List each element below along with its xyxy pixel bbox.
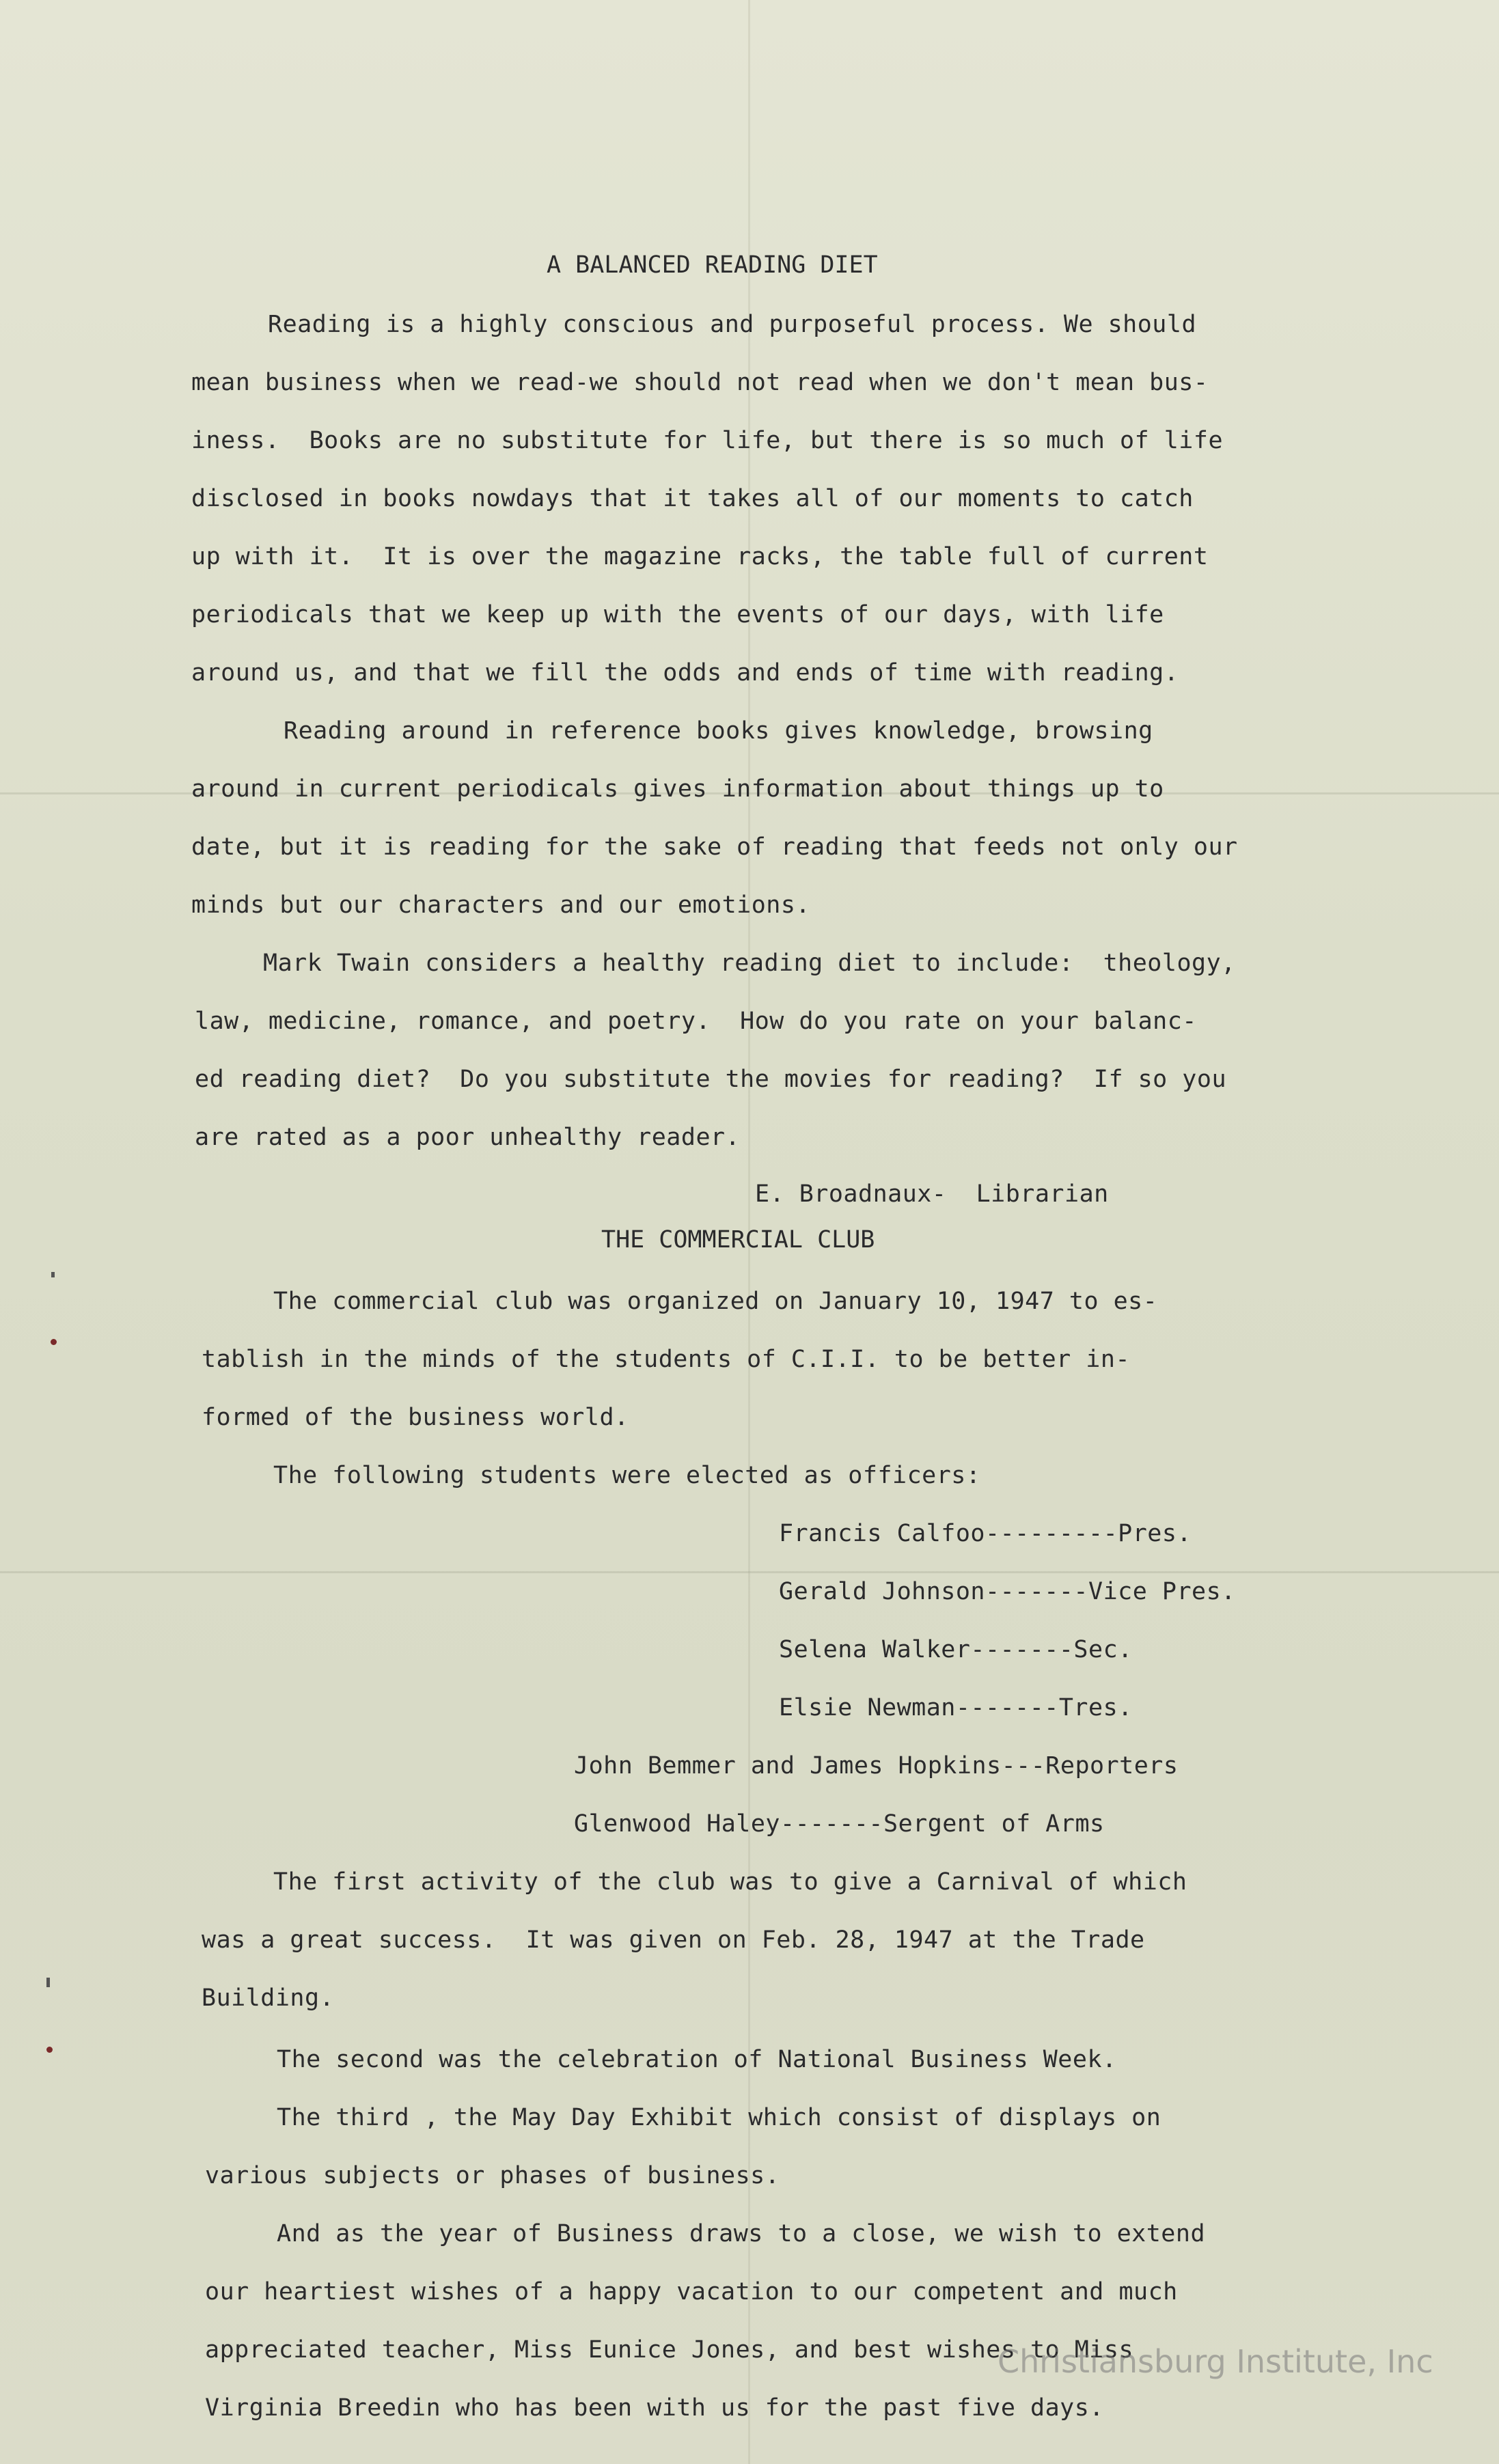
paragraph-line: around us, and that we fill the odds and ends of time with reading. <box>191 659 1179 687</box>
officer-line: John Bemmer and James Hopkins---Reporters <box>574 1752 1179 1780</box>
paragraph-line: around in current periodicals gives information about things up to <box>191 775 1164 803</box>
paragraph-line: up with it. It is over the magazine racks, the table full of current <box>191 543 1209 570</box>
paragraph-line: law, medicine, romance, and poetry. How do you rate on your balanc- <box>195 1008 1197 1035</box>
paragraph-line: are rated as a poor unhealthy reader. <box>195 1124 741 1151</box>
paragraph-line: The commercial club was organized on January 10, 1947 to es- <box>273 1288 1158 1315</box>
paragraph-line: And as the year of Business draws to a close, we wish to extend <box>277 2220 1206 2247</box>
paragraph-line: Mark Twain considers a healthy reading diet to include: theology, <box>263 950 1236 977</box>
officer-line: Gerald Johnson-------Vice Pres. <box>779 1578 1236 1605</box>
paragraph-line: various subjects or phases of business. <box>205 2162 780 2189</box>
paragraph-line: The first activity of the club was to give a Carnival of which <box>273 1868 1187 1896</box>
signature: E. Broadnaux- Librarian <box>755 1180 1109 1208</box>
paragraph-line: The following students were elected as officers: <box>273 1462 981 1489</box>
paragraph-line: Reading around in reference books gives knowledge, browsing <box>284 717 1153 745</box>
officer-line: Francis Calfoo---------Pres. <box>779 1520 1192 1547</box>
edge-mark <box>51 1339 57 1345</box>
paragraph-line: appreciated teacher, Miss Eunice Jones, and best wishes to Miss <box>205 2336 1134 2364</box>
paragraph-line: formed of the business world. <box>202 1404 629 1431</box>
paragraph-line: date, but it is reading for the sake of reading that feeds not only our <box>191 833 1238 861</box>
officer-line: Selena Walker-------Sec. <box>779 1636 1133 1663</box>
paragraph-line: mean business when we read-we should not read when we don't mean bus- <box>191 369 1209 396</box>
paragraph-line: was a great success. It was given on Feb. 28, 1947 at the Trade <box>202 1926 1145 1954</box>
paragraph-line: tablish in the minds of the students of C.I.I. to be better in- <box>202 1346 1131 1373</box>
paragraph-line: The second was the celebration of National Business Week. <box>277 2046 1117 2073</box>
paragraph-line: The third , the May Day Exhibit which consist of displays on <box>277 2104 1161 2131</box>
paragraph-line: Building. <box>202 1984 335 2012</box>
paragraph-line: iness. Books are no substitute for life, but there is so much of life <box>191 427 1224 454</box>
paragraph-line: our heartiest wishes of a happy vacation to our competent and much <box>205 2278 1178 2306</box>
edge-mark <box>51 1272 55 1277</box>
edge-mark <box>46 1978 50 1987</box>
paragraph-line: Virginia Breedin who has been with us for the past five days. <box>205 2394 1104 2422</box>
officer-line: Glenwood Haley-------Sergent of Arms <box>574 1810 1105 1838</box>
paragraph-line: ed reading diet? Do you substitute the movies for reading? If so you <box>195 1066 1227 1093</box>
officer-line: Elsie Newman-------Tres. <box>779 1694 1133 1721</box>
watermark: Christiansburg Institute, Inc <box>998 2343 1433 2380</box>
paragraph-line: minds but our characters and our emotions. <box>191 891 811 919</box>
paragraph-line: disclosed in books nowdays that it takes all of our moments to catch <box>191 485 1194 512</box>
article-title: THE COMMERCIAL CLUB <box>601 1226 875 1254</box>
paragraph-line: Reading is a highly conscious and purposeful process. We should <box>268 311 1197 338</box>
article-title: A BALANCED READING DIET <box>547 251 878 279</box>
paragraph-line: periodicals that we keep up with the events of our days, with life <box>191 601 1164 628</box>
edge-mark <box>46 2047 53 2053</box>
